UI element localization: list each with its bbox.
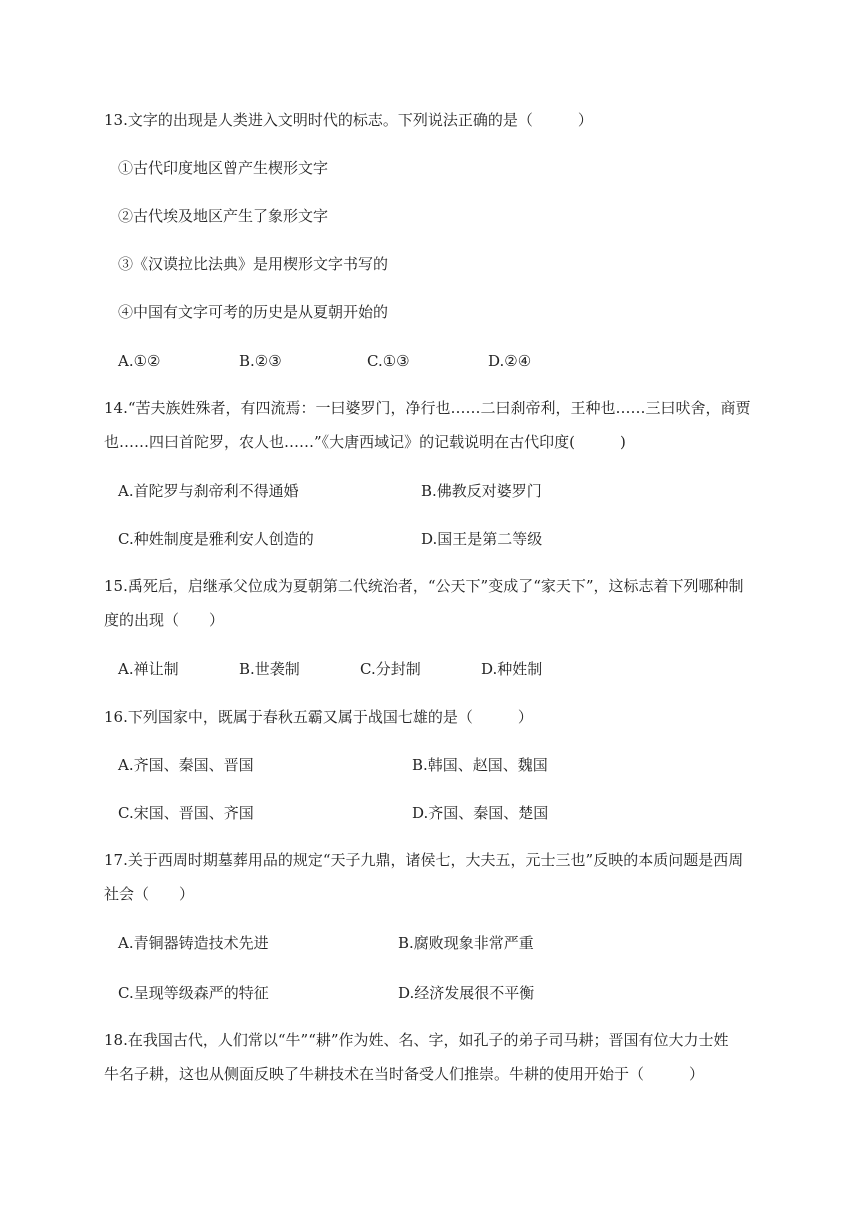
question-17-option-a[interactable]: A.青铜器铸造技术先进 bbox=[118, 934, 269, 952]
question-14-option-b[interactable]: B.佛教反对婆罗门 bbox=[421, 482, 542, 500]
question-13-statement-2: ②古代埃及地区产生了象形文字 bbox=[118, 207, 329, 225]
question-13-option-c[interactable]: C.①③ bbox=[367, 352, 410, 370]
question-15-stem-line-1: 15.禹死后，启继承父位成为夏朝第二代统治者，“公天下”变成了“家天下”，这标志着下列哪种制 bbox=[104, 577, 744, 595]
question-13-stem: 13.文字的出现是人类进入文明时代的标志。下列说法正确的是（ ） bbox=[104, 111, 593, 129]
question-16-option-c[interactable]: C.宋国、晋国、齐国 bbox=[118, 804, 254, 822]
question-13-statement-4: ④中国有文字可考的历史是从夏朝开始的 bbox=[118, 303, 389, 321]
question-13-statement-1: ①古代印度地区曾产生楔形文字 bbox=[118, 159, 329, 177]
question-16-stem: 16.下列国家中，既属于春秋五霸又属于战国七雄的是（ ） bbox=[104, 708, 533, 726]
question-16-option-d[interactable]: D.齐国、秦国、楚国 bbox=[412, 804, 549, 822]
question-17-stem-line-1: 17.关于西周时期墓葬用品的规定“天子九鼎，诸侯七，大夫五，元士三也”反映的本质问题是西周 bbox=[104, 851, 744, 869]
question-15-option-c[interactable]: C.分封制 bbox=[360, 660, 421, 678]
question-14-stem-line-1: 14.“苦夫族姓殊者，有四流焉：一曰婆罗门，净行也……二曰刹帝利，王种也……三曰吠舍，商贾 bbox=[104, 399, 751, 417]
question-14-option-a[interactable]: A.首陀罗与刹帝利不得通婚 bbox=[118, 482, 299, 500]
question-18-stem-line-1: 18.在我国古代，人们常以“牛”“耕”作为姓、名、字，如孔子的弟子司马耕；晋国有位大力士姓 bbox=[104, 1031, 729, 1049]
question-17-option-b[interactable]: B.腐败现象非常严重 bbox=[398, 934, 534, 952]
question-14-option-c[interactable]: C.种姓制度是雅利安人创造的 bbox=[118, 530, 314, 548]
question-18-stem-line-2: 牛名子耕，这也从侧面反映了牛耕技术在当时备受人们推崇。牛耕的使用开始于（ ） bbox=[104, 1065, 705, 1083]
question-15-option-a[interactable]: A.禅让制 bbox=[118, 660, 179, 678]
question-14-option-d[interactable]: D.国王是第二等级 bbox=[421, 530, 543, 548]
question-15-option-d[interactable]: D.种姓制 bbox=[481, 660, 543, 678]
question-17-option-c[interactable]: C.呈现等级森严的特征 bbox=[118, 984, 269, 1002]
question-17-stem-line-2: 社会（ ） bbox=[104, 885, 195, 903]
question-16-option-a[interactable]: A.齐国、秦国、晋国 bbox=[118, 756, 254, 774]
question-13-statement-3: ③《汉谟拉比法典》是用楔形文字书写的 bbox=[118, 255, 389, 273]
question-13-option-d[interactable]: D.②④ bbox=[488, 352, 532, 370]
question-16-option-b[interactable]: B.韩国、赵国、魏国 bbox=[412, 756, 548, 774]
question-13-option-a[interactable]: A.①② bbox=[118, 352, 161, 370]
question-14-stem-line-2: 也……四曰首陀罗，农人也……”《大唐西域记》的记载说明在古代印度( ) bbox=[104, 433, 626, 451]
question-17-option-d[interactable]: D.经济发展很不平衡 bbox=[398, 984, 535, 1002]
question-15-stem-line-2: 度的出现（ ） bbox=[104, 611, 225, 629]
question-15-option-b[interactable]: B.世袭制 bbox=[239, 660, 300, 678]
question-13-option-b[interactable]: B.②③ bbox=[239, 352, 282, 370]
